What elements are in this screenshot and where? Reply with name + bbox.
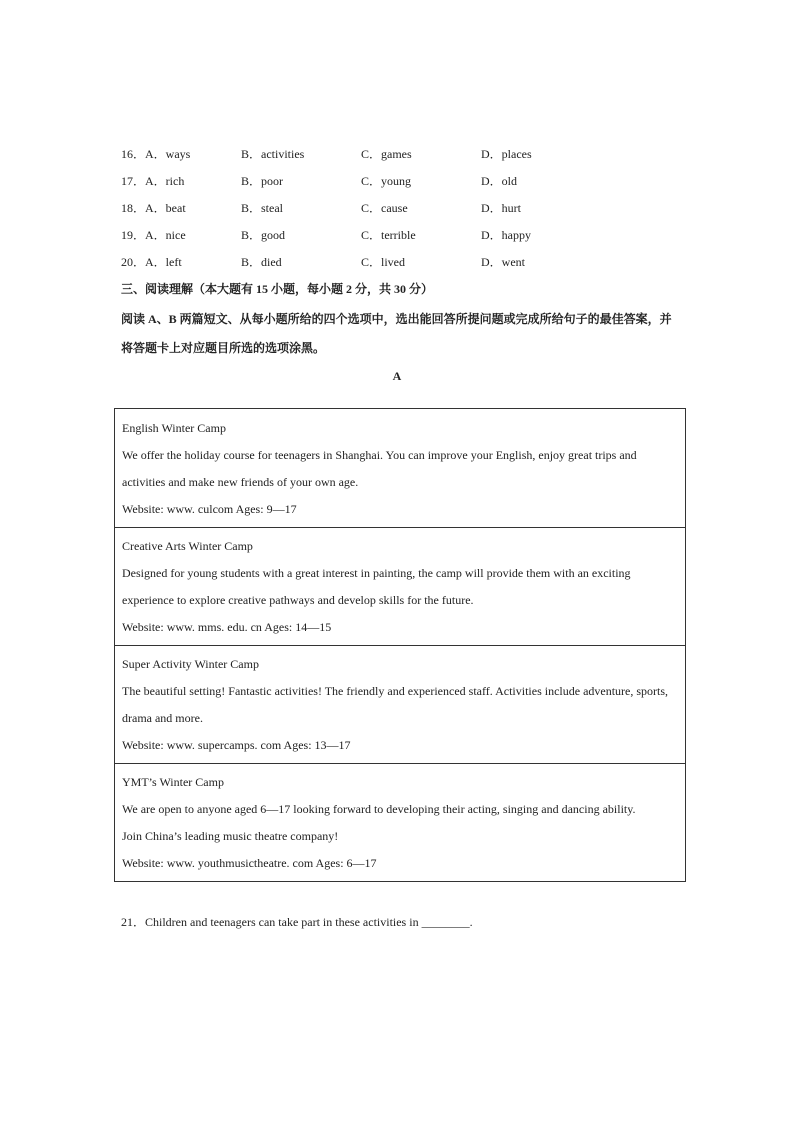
option-a: 18．A．beat [121,201,186,215]
option-a: 17．A．rich [121,174,185,188]
option-d: D．hurt [481,201,521,215]
camp-description-line: We are open to anyone aged 6—17 looking forward to developing their acting, singing and dancing ability. [122,802,636,816]
option-c: C．terrible [361,228,416,242]
camp-description-line: experience to explore creative pathways and develop skills for the future. [122,593,474,607]
option-c: C．young [361,174,412,188]
camp-website: Website: www. youthmusictheatre. com Ages: 6—17 [122,856,377,870]
option-d: D．happy [481,228,531,242]
instruction-line-1: 阅读 A、B 两篇短文、从每小题所给的四个选项中，选出能回答所提问题或完成所给句子的最佳答案，并 [121,312,672,326]
camp-website: Website: www. supercamps. com Ages: 13—17 [122,738,351,752]
camp-cell [115,763,685,881]
camps-table [114,408,686,882]
passage-label: A [392,369,402,383]
option-b: B．poor [241,174,284,188]
option-b: B．steal [241,201,283,215]
camp-cell [115,527,685,645]
camp-title: English Winter Camp [122,421,226,435]
camp-description-line: The beautiful setting! Fantastic activities! The friendly and experienced staff. Activities include adventure, sports, [122,684,669,698]
instruction-line-2: 将答题卡上对应题目所选的选项涂黑。 [121,341,326,355]
camp-website: Website: www. culcom Ages: 9—17 [122,502,297,516]
camp-title: Super Activity Winter Camp [122,657,259,671]
section-heading: 三、阅读理解（本大题有 15 小题，每小题 2 分，共 30 分） [121,282,434,296]
camp-title: Creative Arts Winter Camp [122,539,253,553]
option-c: C．lived [361,255,405,269]
option-b: B．died [241,255,282,269]
option-d: D．places [481,147,532,161]
camp-description-line: Join China’s leading music theatre company! [122,829,339,843]
camp-website: Website: www. mms. edu. cn Ages: 14—15 [122,620,332,634]
camp-cell [115,645,685,763]
camp-description-line: Designed for young students with a great interest in painting, the camp will provide them with an exciting [122,566,631,580]
option-b: B．activities [241,147,305,161]
camp-title: YMT’s Winter Camp [122,775,224,789]
option-d: D．old [481,174,518,188]
option-b: B．good [241,228,286,242]
option-a: 16．A．ways [121,147,191,161]
camp-cell [115,409,685,527]
option-d: D．went [481,255,525,269]
camp-description-line: We offer the holiday course for teenagers in Shanghai. You can improve your English, enjoy great trips and [122,448,637,462]
option-c: C．games [361,147,412,161]
option-a: 19．A．nice [121,228,186,242]
option-c: C．cause [361,201,408,215]
camp-description-line: activities and make new friends of your own age. [122,475,359,489]
camp-description-line: drama and more. [122,711,203,725]
question-21: 21．Children and teenagers can take part in these activities in ________. [121,915,473,929]
option-a: 20．A．left [121,255,182,269]
